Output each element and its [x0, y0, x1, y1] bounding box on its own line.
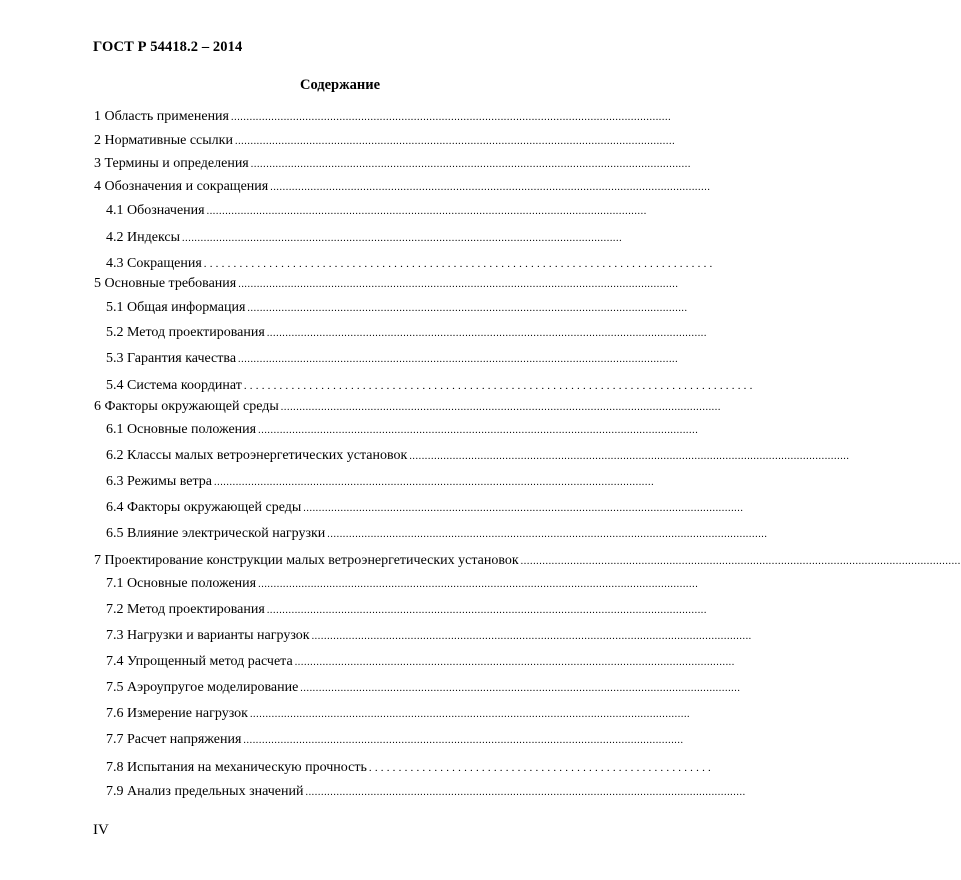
- toc-entry[interactable]: [106, 601, 708, 619]
- toc-entry-text: 4 Обозначения и сокращения: [94, 179, 269, 194]
- toc-entry[interactable]: [106, 299, 688, 317]
- toc-leader-dots: ..............................................................................................................................................: [303, 503, 744, 514]
- toc-entry-text: 2 Нормативные ссылки: [94, 133, 233, 148]
- toc-entry-text: 7.8 Испытания на механическую прочность: [106, 760, 367, 775]
- toc-leader-dots: ..............................................................................................................................................: [182, 233, 623, 244]
- toc-entry-text: 3 Термины и определения: [94, 156, 249, 171]
- toc-entry[interactable]: [94, 132, 676, 150]
- toc-entry[interactable]: [106, 759, 714, 777]
- toc-entry-text: 4.3 Сокращения: [106, 256, 202, 271]
- toc-entry-text: 7.7 Расчет напряжения: [106, 732, 242, 747]
- toc-entry[interactable]: [106, 324, 708, 342]
- toc-entry-text: 6.3 Режимы ветра: [106, 474, 212, 489]
- toc-entry[interactable]: [106, 350, 679, 368]
- toc-entry[interactable]: [106, 473, 655, 491]
- toc-entry-text: 7.1 Основные положения: [106, 576, 257, 591]
- toc-entry[interactable]: [106, 229, 630, 247]
- toc-leader-dots: ..............................................................................................................................................: [258, 425, 699, 436]
- toc-entry-text: 7.9 Анализ предельных значений: [106, 784, 304, 799]
- toc-entry[interactable]: [94, 398, 721, 416]
- toc-leader-dots: ..............................................................................................................................................: [214, 477, 655, 488]
- toc-entry[interactable]: [106, 377, 756, 395]
- toc-leader-dots: ..............................................................................................................................................: [280, 402, 721, 413]
- toc-leader-dots: ..............................................................................................................................................: [206, 206, 647, 217]
- toc-leader-dots: ..............................................................................................................................................: [300, 683, 741, 694]
- toc-leader-dots: ..............................................................................................................................................: [249, 709, 691, 720]
- page-title: Содержание: [299, 77, 381, 93]
- toc-entry-text: 6.1 Основные положения: [106, 422, 257, 437]
- toc-leader-dots: ..........................................................: [368, 762, 714, 774]
- toc-leader-dots: ..............................................................................................................................................: [520, 556, 961, 567]
- toc-entry-text: 6.4 Факторы окружающей среды: [106, 500, 302, 515]
- toc-entry-text: 5.4 Система координат: [106, 378, 242, 393]
- toc-entry[interactable]: [106, 783, 746, 801]
- toc-entry-text: 7.6 Измерение нагрузок: [106, 706, 248, 721]
- toc-entry[interactable]: [106, 627, 752, 645]
- toc-entry[interactable]: [106, 679, 741, 697]
- toc-entry-text: 7.4 Упрощенный метод расчета: [106, 654, 293, 669]
- toc-entry-text: 5 Основные требования: [94, 276, 237, 291]
- document-header: ГОСТ Р 54418.2 – 2014: [93, 39, 243, 55]
- toc-entry-text: 4.2 Индексы: [106, 230, 181, 245]
- toc-entry[interactable]: [106, 255, 716, 273]
- toc-entry-text: 5.3 Гарантия качества: [106, 351, 237, 366]
- toc-entry-text: 7.5 Аэроупругое моделирование: [106, 680, 299, 695]
- toc-entry[interactable]: [106, 202, 647, 220]
- toc-leader-dots: ......................................................................................: [203, 258, 716, 270]
- toc-leader-dots: ..............................................................................................................................................: [294, 657, 735, 668]
- toc-entry-text: 7 Проектирование конструкции малых ветроэнергетических установок: [94, 553, 519, 568]
- toc-leader-dots: ..............................................................................................................................................: [305, 787, 746, 798]
- toc-leader-dots: ..............................................................................................................................................: [231, 112, 672, 123]
- toc-entry[interactable]: [106, 447, 850, 465]
- toc-leader-dots: ..............................................................................................................................................: [243, 735, 684, 746]
- toc-leader-dots: ..............................................................................................................................................: [258, 579, 699, 590]
- toc-entry[interactable]: [94, 108, 672, 126]
- toc-leader-dots: ..............................................................................................................................................: [266, 605, 708, 616]
- toc-entry[interactable]: [106, 705, 691, 723]
- toc-leader-dots: ......................................................................................: [243, 380, 756, 392]
- toc-entry-text: 4.1 Обозначения: [106, 203, 205, 218]
- toc-entry-text: 6.5 Влияние электрической нагрузки: [106, 526, 326, 541]
- toc-entry[interactable]: [106, 575, 699, 593]
- page-number: IV: [93, 822, 109, 838]
- toc-leader-dots: ..............................................................................................................................................: [311, 631, 752, 642]
- toc-leader-dots: ..............................................................................................................................................: [270, 182, 711, 193]
- toc-entry-text: 1 Область применения: [94, 109, 229, 124]
- toc-entry-text: 7.2 Метод проектирования: [106, 602, 265, 617]
- toc-entry[interactable]: [106, 653, 735, 671]
- toc-leader-dots: ..............................................................................................................................................: [250, 159, 691, 170]
- toc-leader-dots: ..............................................................................................................................................: [238, 354, 679, 365]
- toc-entry[interactable]: [106, 525, 768, 543]
- toc-leader-dots: ..............................................................................................................................................: [247, 303, 688, 314]
- toc-entry[interactable]: [94, 178, 711, 196]
- toc-leader-dots: ..............................................................................................................................................: [238, 279, 679, 290]
- toc-leader-dots: ..............................................................................................................................................: [409, 451, 850, 462]
- toc-entry[interactable]: [94, 155, 691, 173]
- toc-entry-text: 6.2 Классы малых ветроэнергетических установок: [106, 448, 408, 463]
- toc-entry-text: 5.2 Метод проектирования: [106, 325, 265, 340]
- toc-leader-dots: ..............................................................................................................................................: [266, 328, 708, 339]
- toc-leader-dots: ..............................................................................................................................................: [327, 529, 768, 540]
- toc-entry[interactable]: [94, 275, 679, 293]
- toc-entry[interactable]: [106, 421, 699, 439]
- toc-entry-text: 5.1 Общая информация: [106, 300, 246, 315]
- toc-entry[interactable]: [94, 552, 961, 570]
- toc-entry[interactable]: [106, 499, 744, 517]
- toc-leader-dots: ..............................................................................................................................................: [234, 136, 676, 147]
- toc-entry-text: 7.3 Нагрузки и варианты нагрузок: [106, 628, 310, 643]
- toc-entry-text: 6 Факторы окружающей среды: [94, 399, 279, 414]
- toc-entry[interactable]: [106, 731, 684, 749]
